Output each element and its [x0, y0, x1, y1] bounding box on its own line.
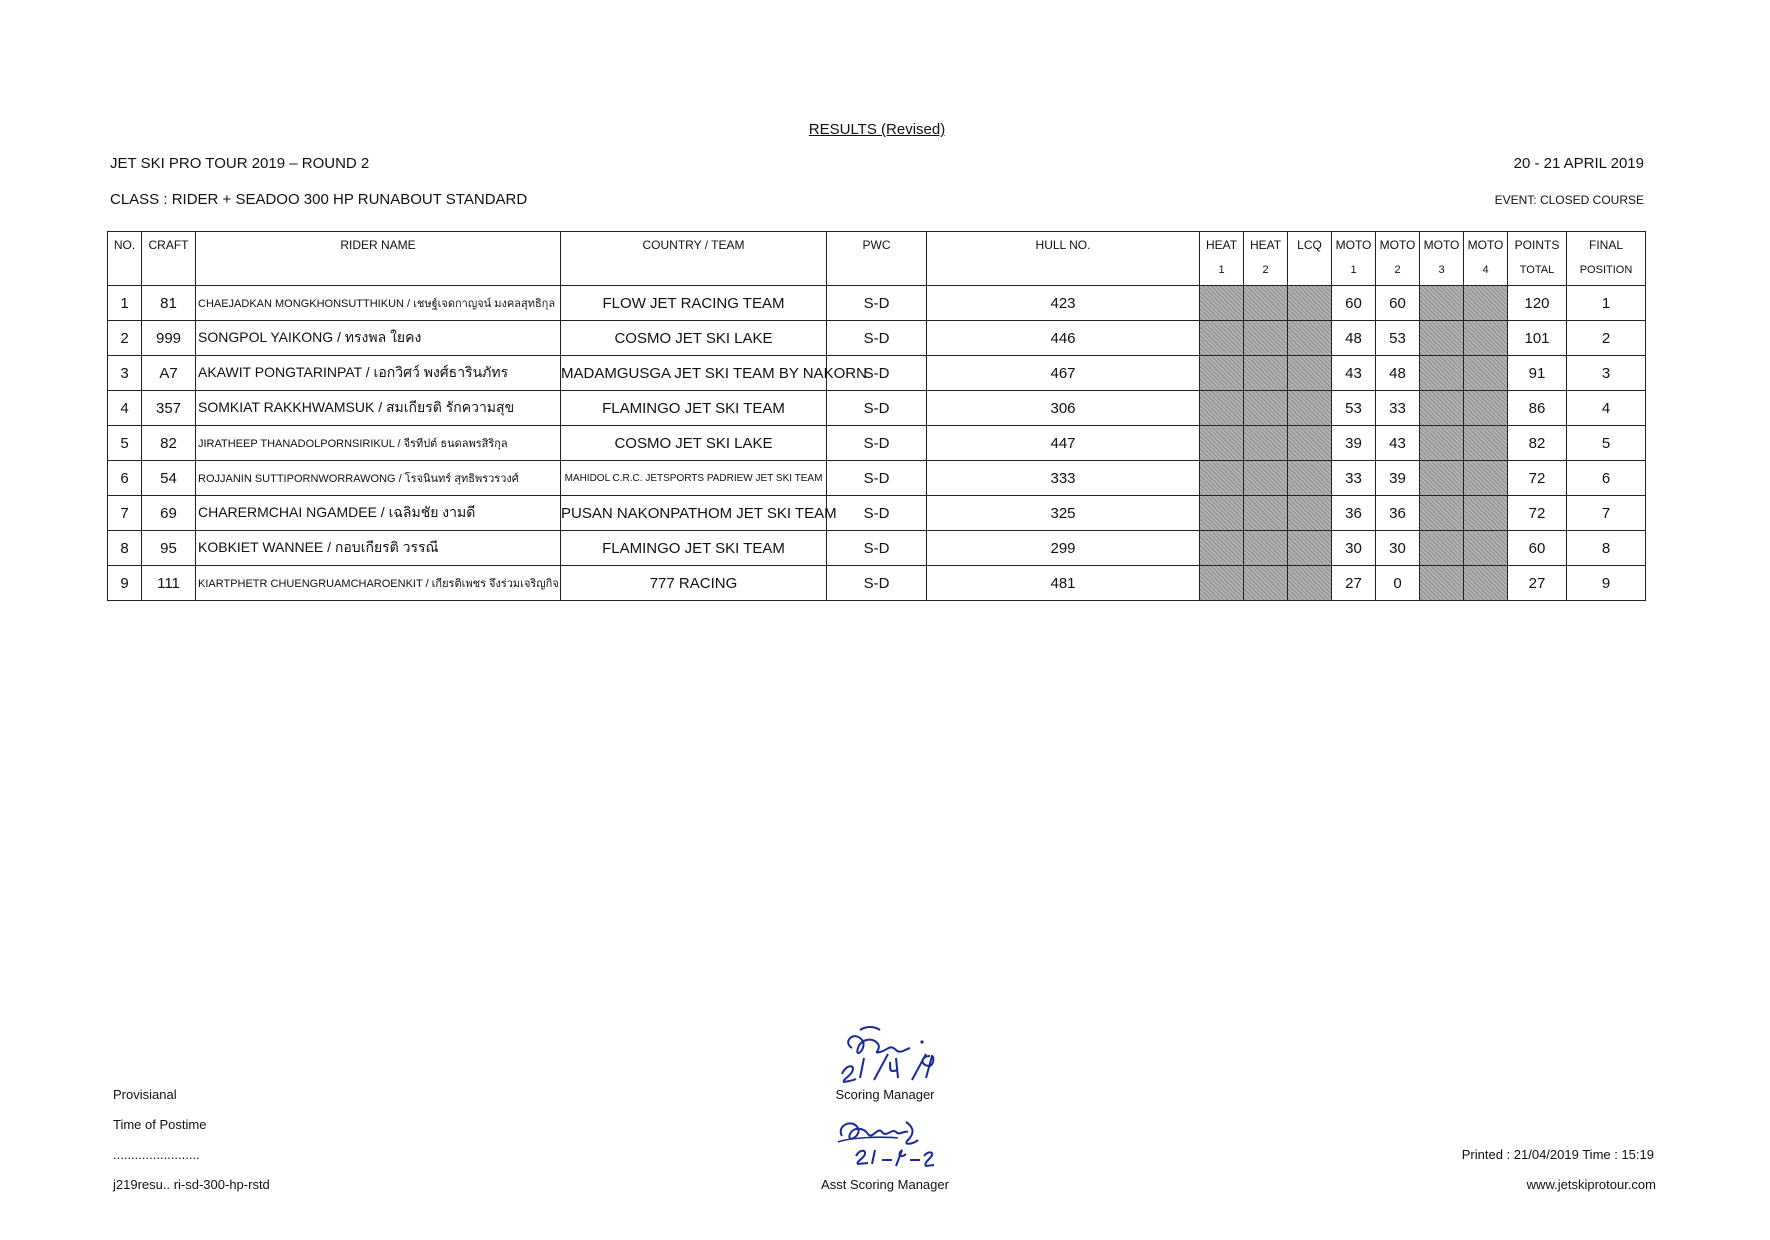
cell-moto-4-shaded — [1464, 496, 1508, 531]
header-pwc: PWC — [827, 232, 927, 286]
scoring-manager-label: Scoring Manager — [835, 1087, 935, 1102]
cell-country-team: COSMO JET SKI LAKE — [561, 426, 827, 461]
file-reference: j219resu.. ri-sd-300-hp-rstd — [113, 1177, 270, 1192]
cell-hull-no: 446 — [927, 321, 1200, 356]
cell-hull-no: 481 — [927, 566, 1200, 601]
cell-lcq-shaded — [1288, 321, 1332, 356]
cell-final-position: 9 — [1567, 566, 1646, 601]
header-points-total: POINTS TOTAL — [1508, 232, 1567, 286]
cell-hull-no: 423 — [927, 286, 1200, 321]
cell-craft: 357 — [142, 391, 196, 426]
cell-hull-no: 447 — [927, 426, 1200, 461]
cell-rider-name: KOBKIET WANNEE / กอบเกียรติ วรรณี — [196, 531, 561, 566]
table-row — [108, 496, 1646, 531]
cell-moto-3-shaded — [1420, 356, 1464, 391]
cell-no: 2 — [108, 321, 142, 356]
cell-rider-name: SOMKIAT RAKKHWAMSUK / สมเกียรติ รักความสุข — [196, 391, 561, 426]
cell-heat-2-shaded — [1244, 391, 1288, 426]
cell-craft: 81 — [142, 286, 196, 321]
cell-final-position: 6 — [1567, 461, 1646, 496]
cell-points-total: 72 — [1508, 496, 1567, 531]
cell-points-total: 60 — [1508, 531, 1567, 566]
cell-no: 3 — [108, 356, 142, 391]
cell-heat-2-shaded — [1244, 426, 1288, 461]
cell-moto-3-shaded — [1420, 321, 1464, 356]
cell-moto-2: 33 — [1376, 391, 1420, 426]
cell-lcq-shaded — [1288, 566, 1332, 601]
cell-no: 4 — [108, 391, 142, 426]
table-row — [108, 286, 1646, 321]
cell-pwc: S-D — [827, 496, 927, 531]
cell-country-team: FLAMINGO JET SKI TEAM — [561, 531, 827, 566]
scoring-manager-signature — [830, 1018, 940, 1084]
cell-craft: A7 — [142, 356, 196, 391]
cell-pwc: S-D — [827, 426, 927, 461]
cell-moto-3-shaded — [1420, 496, 1464, 531]
header-heat-2: HEAT 2 — [1244, 232, 1288, 286]
table-row — [108, 321, 1646, 356]
cell-pwc: S-D — [827, 391, 927, 426]
cell-lcq-shaded — [1288, 461, 1332, 496]
cell-moto-1: 53 — [1332, 391, 1376, 426]
cell-heat-1-shaded — [1200, 461, 1244, 496]
cell-lcq-shaded — [1288, 286, 1332, 321]
cell-moto-4-shaded — [1464, 356, 1508, 391]
cell-moto-2: 43 — [1376, 426, 1420, 461]
cell-lcq-shaded — [1288, 391, 1332, 426]
cell-moto-2: 60 — [1376, 286, 1420, 321]
cell-points-total: 72 — [1508, 461, 1567, 496]
header-moto-1: MOTO 1 — [1332, 232, 1376, 286]
cell-craft: 69 — [142, 496, 196, 531]
cell-heat-2-shaded — [1244, 531, 1288, 566]
cell-points-total: 82 — [1508, 426, 1567, 461]
cell-rider-name: CHAEJADKAN MONGKHONSUTTHIKUN / เชษฐ์เจดกาญจน์ มงคลสุทธิกุล — [196, 286, 561, 321]
cell-moto-1: 30 — [1332, 531, 1376, 566]
cell-moto-4-shaded — [1464, 426, 1508, 461]
cell-rider-name: CHARERMCHAI NGAMDEE / เฉลิมชัย งามดี — [196, 496, 561, 531]
cell-heat-1-shaded — [1200, 321, 1244, 356]
cell-country-team: FLAMINGO JET SKI TEAM — [561, 391, 827, 426]
cell-no: 7 — [108, 496, 142, 531]
cell-heat-1-shaded — [1200, 496, 1244, 531]
time-of-postime-label: Time of Postime — [113, 1117, 207, 1132]
header-row — [108, 232, 1646, 286]
cell-points-total: 91 — [1508, 356, 1567, 391]
cell-lcq-shaded — [1288, 496, 1332, 531]
cell-heat-1-shaded — [1200, 566, 1244, 601]
cell-moto-2: 48 — [1376, 356, 1420, 391]
table-row — [108, 391, 1646, 426]
class-name: CLASS : RIDER + SEADOO 300 HP RUNABOUT STANDARD — [110, 191, 528, 208]
table-row — [108, 461, 1646, 496]
cell-craft: 95 — [142, 531, 196, 566]
cell-final-position: 3 — [1567, 356, 1646, 391]
cell-moto-1: 27 — [1332, 566, 1376, 601]
header-hull-no: HULL NO. — [927, 232, 1200, 286]
cell-pwc: S-D — [827, 286, 927, 321]
cell-craft: 82 — [142, 426, 196, 461]
event-date: 20 - 21 APRIL 2019 — [1513, 155, 1644, 172]
cell-moto-1: 39 — [1332, 426, 1376, 461]
table-row — [108, 566, 1646, 601]
cell-rider-name: AKAWIT PONGTARINPAT / เอกวิศว์ พงศ์ธารินภัทร — [196, 356, 561, 391]
cell-moto-3-shaded — [1420, 531, 1464, 566]
header-moto-3: MOTO 3 — [1420, 232, 1464, 286]
header-country-team: COUNTRY / TEAM — [561, 232, 827, 286]
cell-moto-3-shaded — [1420, 461, 1464, 496]
cell-heat-1-shaded — [1200, 356, 1244, 391]
results-table — [107, 231, 1646, 601]
cell-pwc: S-D — [827, 531, 927, 566]
cell-country-team: PUSAN NAKONPATHOM JET SKI TEAM — [561, 496, 827, 531]
header-no: NO. — [108, 232, 142, 286]
cell-moto-2: 39 — [1376, 461, 1420, 496]
cell-heat-2-shaded — [1244, 496, 1288, 531]
cell-heat-1-shaded — [1200, 531, 1244, 566]
cell-hull-no: 333 — [927, 461, 1200, 496]
cell-no: 5 — [108, 426, 142, 461]
document-title: RESULTS (Revised) — [808, 121, 946, 138]
cell-moto-4-shaded — [1464, 531, 1508, 566]
cell-moto-1: 60 — [1332, 286, 1376, 321]
cell-country-team: MADAMGUSGA JET SKI TEAM BY NAKORN — [561, 356, 827, 391]
cell-points-total: 27 — [1508, 566, 1567, 601]
cell-final-position: 8 — [1567, 531, 1646, 566]
cell-rider-name: SONGPOL YAIKONG / ทรงพล ใยคง — [196, 321, 561, 356]
cell-craft: 111 — [142, 566, 196, 601]
cell-heat-1-shaded — [1200, 426, 1244, 461]
cell-moto-3-shaded — [1420, 566, 1464, 601]
cell-pwc: S-D — [827, 321, 927, 356]
table-row — [108, 426, 1646, 461]
cell-final-position: 2 — [1567, 321, 1646, 356]
cell-no: 9 — [108, 566, 142, 601]
cell-lcq-shaded — [1288, 356, 1332, 391]
cell-lcq-shaded — [1288, 531, 1332, 566]
header-final-position: FINAL POSITION — [1567, 232, 1646, 286]
cell-moto-1: 36 — [1332, 496, 1376, 531]
event-name: JET SKI PRO TOUR 2019 – ROUND 2 — [110, 155, 370, 172]
cell-heat-2-shaded — [1244, 461, 1288, 496]
header-moto-2: MOTO 2 — [1376, 232, 1420, 286]
cell-moto-4-shaded — [1464, 391, 1508, 426]
header-moto-4: MOTO 4 — [1464, 232, 1508, 286]
website-link[interactable]: www.jetskiprotour.com — [1526, 1177, 1656, 1192]
printed-timestamp: Printed : 21/04/2019 Time : 15:19 — [1461, 1147, 1654, 1162]
cell-heat-1-shaded — [1200, 286, 1244, 321]
cell-moto-3-shaded — [1420, 286, 1464, 321]
cell-heat-2-shaded — [1244, 356, 1288, 391]
cell-heat-2-shaded — [1244, 321, 1288, 356]
cell-pwc: S-D — [827, 461, 927, 496]
dotted-line: ........................ — [113, 1147, 200, 1162]
cell-country-team: 777 RACING — [561, 566, 827, 601]
cell-points-total: 86 — [1508, 391, 1567, 426]
cell-heat-2-shaded — [1244, 566, 1288, 601]
asst-scoring-manager-label: Asst Scoring Manager — [821, 1177, 949, 1192]
header-craft: CRAFT — [142, 232, 196, 286]
cell-moto-4-shaded — [1464, 461, 1508, 496]
cell-hull-no: 306 — [927, 391, 1200, 426]
cell-country-team: COSMO JET SKI LAKE — [561, 321, 827, 356]
cell-pwc: S-D — [827, 356, 927, 391]
cell-pwc: S-D — [827, 566, 927, 601]
table-row — [108, 356, 1646, 391]
cell-moto-2: 36 — [1376, 496, 1420, 531]
cell-final-position: 5 — [1567, 426, 1646, 461]
asst-scoring-manager-signature — [828, 1110, 938, 1170]
cell-rider-name: KIARTPHETR CHUENGRUAMCHAROENKIT / เกียรติเพชร จึงร่วมเจริญกิจ — [196, 566, 561, 601]
cell-moto-4-shaded — [1464, 566, 1508, 601]
cell-hull-no: 299 — [927, 531, 1200, 566]
cell-final-position: 1 — [1567, 286, 1646, 321]
cell-no: 8 — [108, 531, 142, 566]
cell-heat-1-shaded — [1200, 391, 1244, 426]
cell-country-team: MAHIDOL C.R.C. JETSPORTS PADRIEW JET SKI TEAM — [561, 461, 827, 496]
cell-moto-1: 43 — [1332, 356, 1376, 391]
cell-country-team: FLOW JET RACING TEAM — [561, 286, 827, 321]
cell-craft: 54 — [142, 461, 196, 496]
cell-points-total: 120 — [1508, 286, 1567, 321]
cell-points-total: 101 — [1508, 321, 1567, 356]
event-type: EVENT: CLOSED COURSE — [1494, 193, 1644, 207]
cell-craft: 999 — [142, 321, 196, 356]
cell-hull-no: 325 — [927, 496, 1200, 531]
cell-moto-3-shaded — [1420, 391, 1464, 426]
cell-no: 1 — [108, 286, 142, 321]
cell-final-position: 4 — [1567, 391, 1646, 426]
table-row — [108, 531, 1646, 566]
cell-moto-2: 30 — [1376, 531, 1420, 566]
cell-heat-2-shaded — [1244, 286, 1288, 321]
cell-rider-name: ROJJANIN SUTTIPORNWORRAWONG / โรจนินทร์ สุทธิพรวรวงศ์ — [196, 461, 561, 496]
cell-lcq-shaded — [1288, 426, 1332, 461]
cell-moto-4-shaded — [1464, 286, 1508, 321]
cell-moto-2: 0 — [1376, 566, 1420, 601]
header-heat-1: HEAT 1 — [1200, 232, 1244, 286]
cell-rider-name: JIRATHEEP THANADOLPORNSIRIKUL / จีรทีปต์ ธนดลพรสิริกุล — [196, 426, 561, 461]
cell-moto-1: 33 — [1332, 461, 1376, 496]
provisional-label: Provisianal — [113, 1087, 177, 1102]
header-lcq: LCQ — [1288, 232, 1332, 286]
cell-moto-3-shaded — [1420, 426, 1464, 461]
cell-moto-1: 48 — [1332, 321, 1376, 356]
cell-hull-no: 467 — [927, 356, 1200, 391]
header-rider-name: RIDER NAME — [196, 232, 561, 286]
cell-no: 6 — [108, 461, 142, 496]
cell-moto-2: 53 — [1376, 321, 1420, 356]
cell-final-position: 7 — [1567, 496, 1646, 531]
cell-moto-4-shaded — [1464, 321, 1508, 356]
